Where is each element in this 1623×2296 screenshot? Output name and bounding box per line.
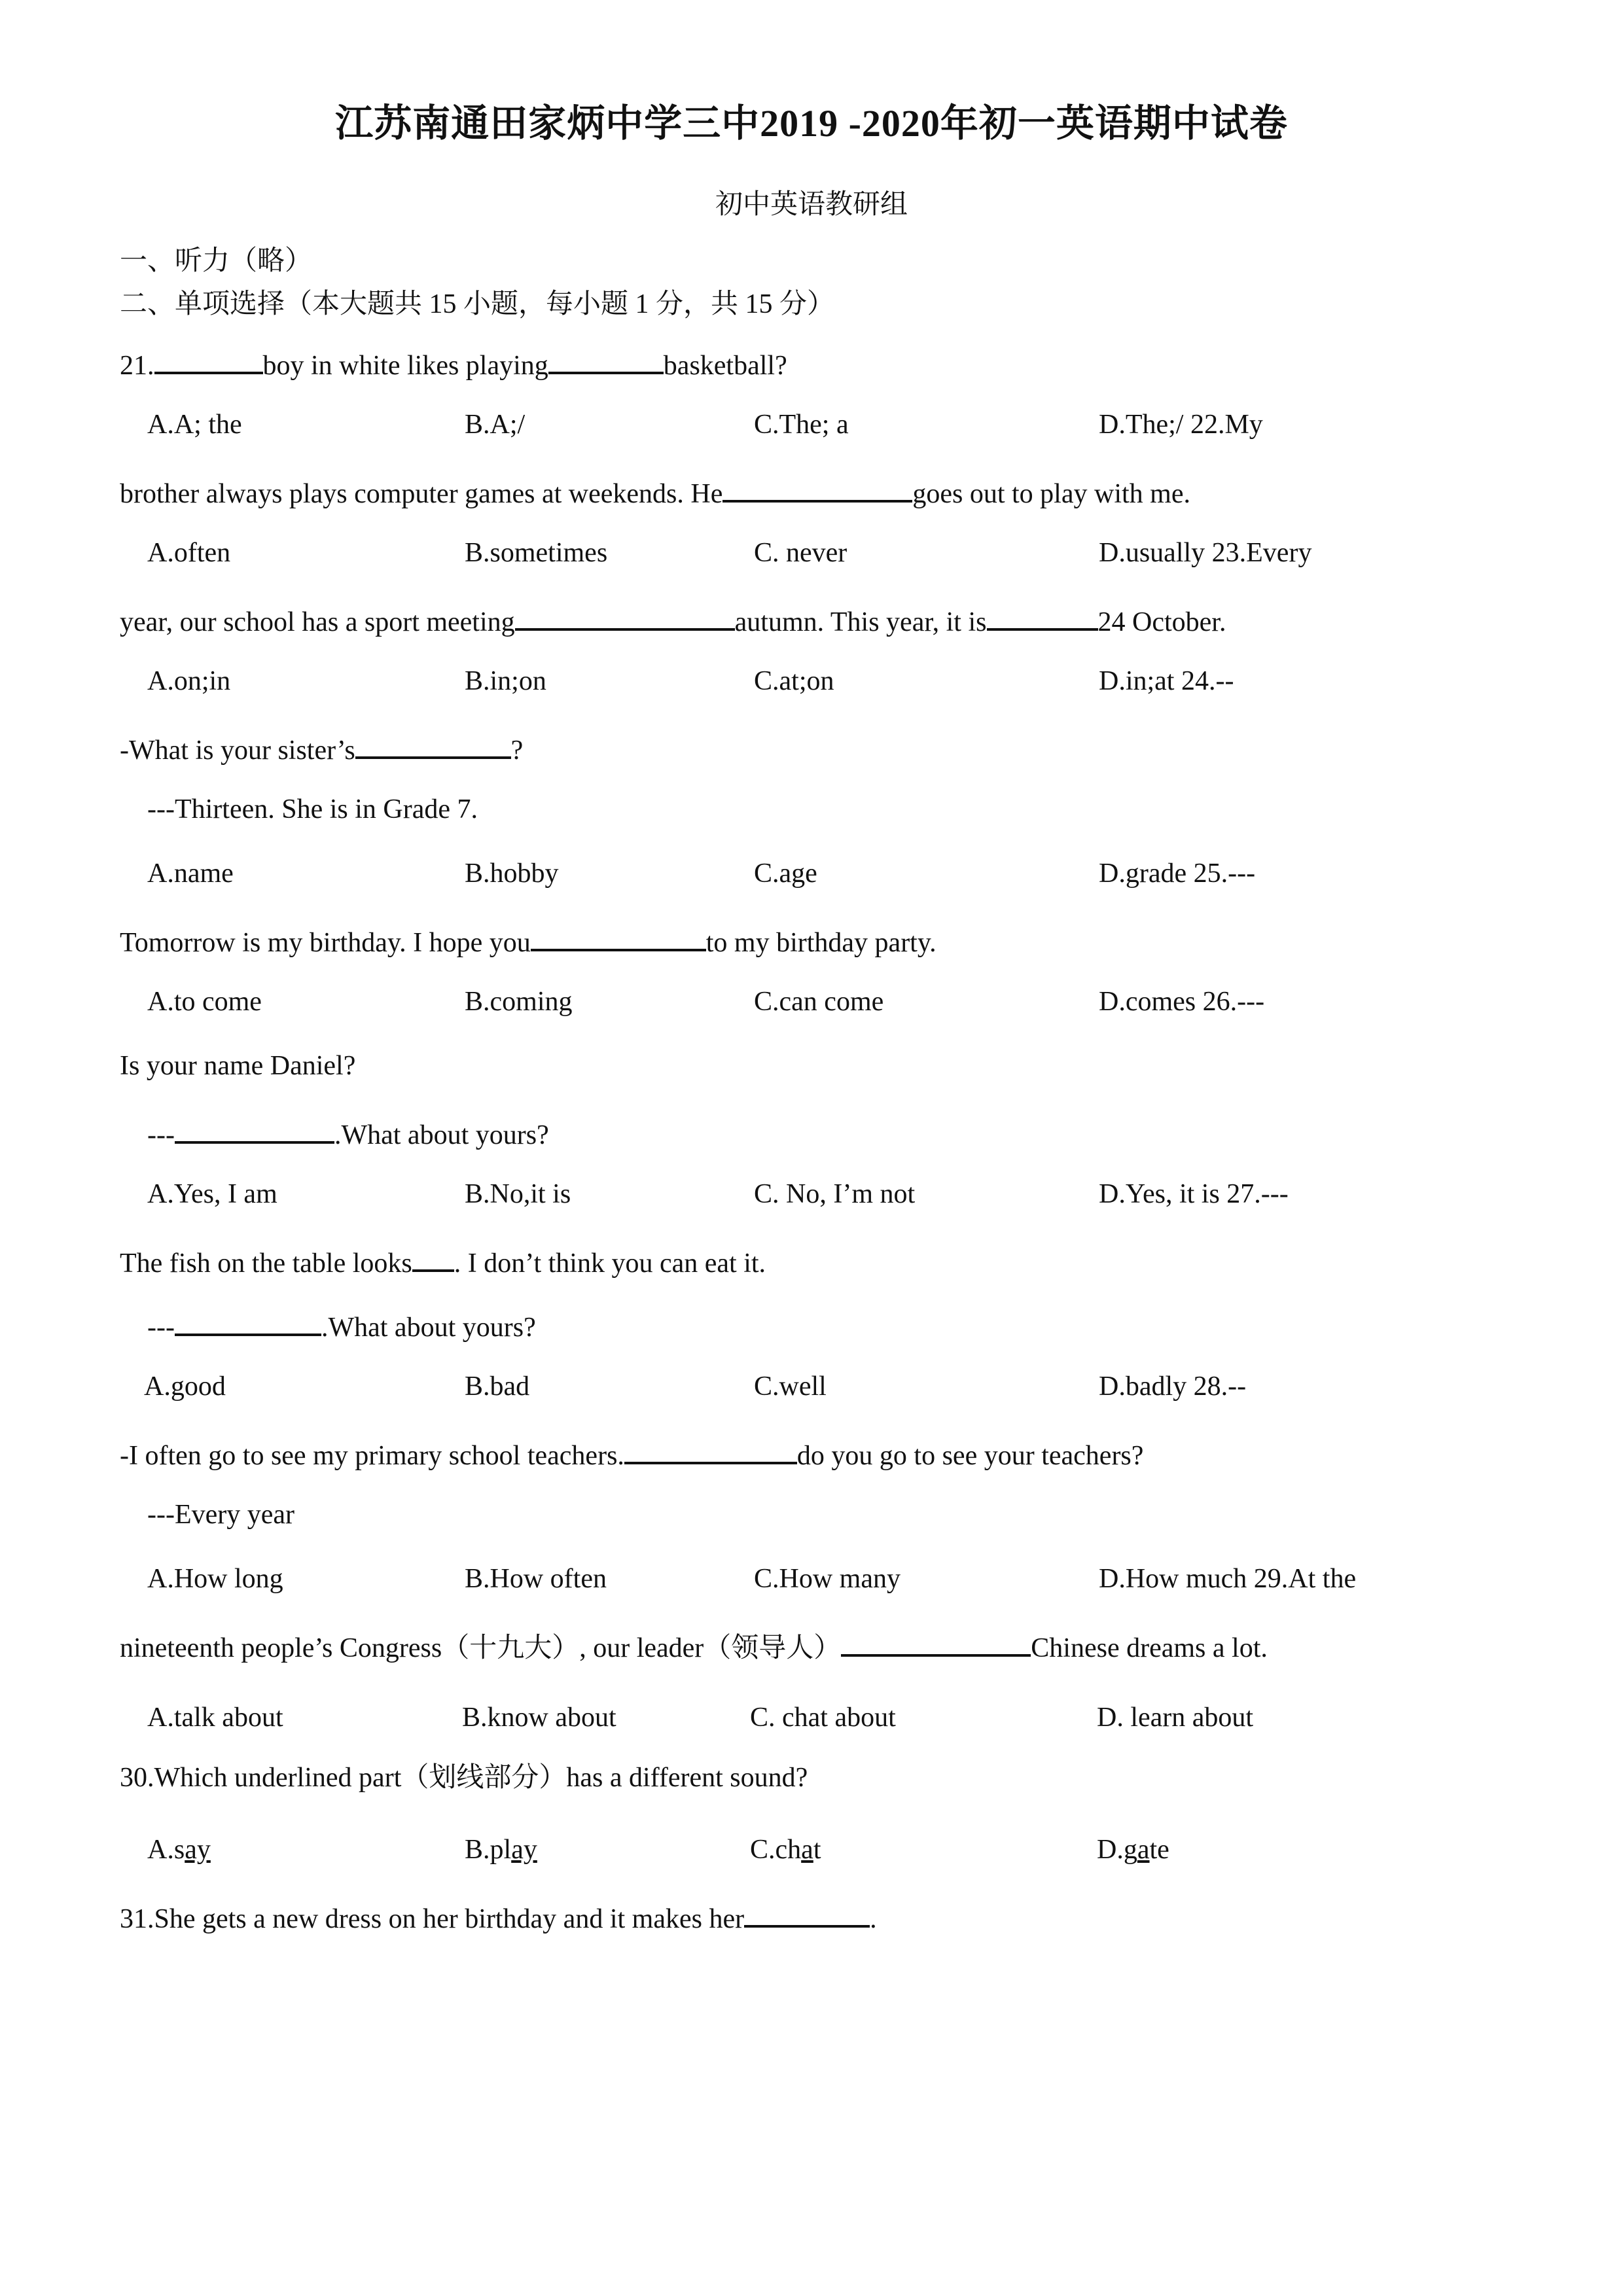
answer-blank bbox=[154, 347, 263, 374]
option-c: C. No, I’m not bbox=[754, 1179, 916, 1209]
option-d: D.Yes, it is 27.--- bbox=[1099, 1179, 1289, 1209]
option-b: B.No,it is bbox=[465, 1179, 571, 1209]
answer-blank bbox=[515, 603, 735, 631]
answer-blank bbox=[175, 1116, 334, 1144]
option-d: D.gate bbox=[1097, 1835, 1169, 1865]
page-title: 江苏南通田家炳中学三中2019 -2020年初一英语期中试卷 bbox=[335, 102, 1288, 145]
option-a: A.Yes, I am bbox=[147, 1179, 277, 1209]
option-b: B.A;/ bbox=[465, 410, 526, 440]
option-a: A.on;in bbox=[147, 666, 231, 696]
option-b: B.in;on bbox=[465, 666, 546, 696]
section-listening: 一、听力（略） bbox=[120, 246, 313, 276]
option-d: D.grade 25.--- bbox=[1099, 858, 1256, 889]
answer-blank bbox=[412, 1245, 454, 1272]
question-30: 30.Which underlined part（划线部分）has a different sound? bbox=[120, 1763, 808, 1793]
answer-blank bbox=[744, 1900, 870, 1928]
option-b: B.know about bbox=[462, 1703, 616, 1733]
section-choice: 二、单项选择（本大题共 15 小题，每小题 1 分，共 15 分） bbox=[120, 289, 835, 319]
option-c: C.chat bbox=[750, 1835, 821, 1865]
question-22: brother always plays computer games at weekends. He goes out to play with me. bbox=[120, 475, 1190, 508]
option-d: D. learn about bbox=[1097, 1703, 1254, 1733]
page-subtitle: 初中英语教研组 bbox=[715, 190, 908, 220]
option-a: A.good bbox=[144, 1371, 226, 1402]
option-c: C. never bbox=[754, 538, 847, 568]
question-27: The fish on the table looks . I don’t think you can eat it. bbox=[120, 1245, 766, 1277]
question-26-reply: --- .What about yours? bbox=[147, 1116, 549, 1149]
option-c: C.The; a bbox=[754, 410, 849, 440]
answer-blank bbox=[722, 475, 912, 503]
option-d: D.How much 29.At the bbox=[1099, 1564, 1357, 1594]
option-a: A.say bbox=[147, 1835, 211, 1865]
option-c: C.well bbox=[754, 1371, 827, 1402]
option-a: A.often bbox=[147, 538, 231, 568]
option-b: B.hobby bbox=[465, 858, 559, 889]
option-c: C. chat about bbox=[750, 1703, 896, 1733]
answer-blank bbox=[987, 603, 1098, 631]
option-c: C.at;on bbox=[754, 666, 834, 696]
option-d: D.comes 26.--- bbox=[1099, 987, 1265, 1017]
option-a: A.name bbox=[147, 858, 234, 889]
option-c: C.age bbox=[754, 858, 817, 889]
question-31: 31.She gets a new dress on her birthday and it makes her . bbox=[120, 1900, 877, 1933]
option-a: A.How long bbox=[147, 1564, 283, 1594]
question-24-reply: ---Thirteen. She is in Grade 7. bbox=[147, 794, 478, 824]
question-26: Is your name Daniel? bbox=[120, 1051, 356, 1081]
option-d: D.in;at 24.-- bbox=[1099, 666, 1234, 696]
answer-blank bbox=[175, 1309, 321, 1336]
question-24: -What is your sister’s ? bbox=[120, 732, 523, 764]
answer-blank bbox=[841, 1629, 1031, 1657]
question-28: -I often go to see my primary school teachers. do you go to see your teachers? bbox=[120, 1437, 1143, 1470]
answer-blank bbox=[624, 1437, 797, 1464]
option-d: D.The;/ 22.My bbox=[1099, 410, 1263, 440]
question-21: 21. boy in white likes playing basketball? bbox=[120, 347, 787, 380]
option-b: B.How often bbox=[465, 1564, 607, 1594]
question-27-reply: --- .What about yours? bbox=[147, 1309, 536, 1341]
option-b: B.bad bbox=[465, 1371, 530, 1402]
question-25: Tomorrow is my birthday. I hope you to my birthday party. bbox=[120, 924, 936, 957]
answer-blank bbox=[548, 347, 664, 374]
option-c: C.can come bbox=[754, 987, 884, 1017]
option-d: D.badly 28.-- bbox=[1099, 1371, 1247, 1402]
question-23: year, our school has a sport meeting autumn. This year, it is 24 October. bbox=[120, 603, 1226, 636]
answer-blank bbox=[531, 924, 706, 951]
option-b: B.coming bbox=[465, 987, 573, 1017]
option-b: B.sometimes bbox=[465, 538, 608, 568]
option-a: A.A; the bbox=[147, 410, 242, 440]
question-28-reply: ---Every year bbox=[147, 1500, 295, 1530]
option-a: A.to come bbox=[147, 987, 262, 1017]
option-d: D.usually 23.Every bbox=[1099, 538, 1312, 568]
question-29: nineteenth people’s Congress（十九大）, our leader（领导人） Chinese dreams a lot. bbox=[120, 1629, 1268, 1662]
answer-blank bbox=[355, 732, 511, 759]
option-c: C.How many bbox=[754, 1564, 901, 1594]
option-b: B.play bbox=[465, 1835, 537, 1865]
option-a: A.talk about bbox=[147, 1703, 283, 1733]
